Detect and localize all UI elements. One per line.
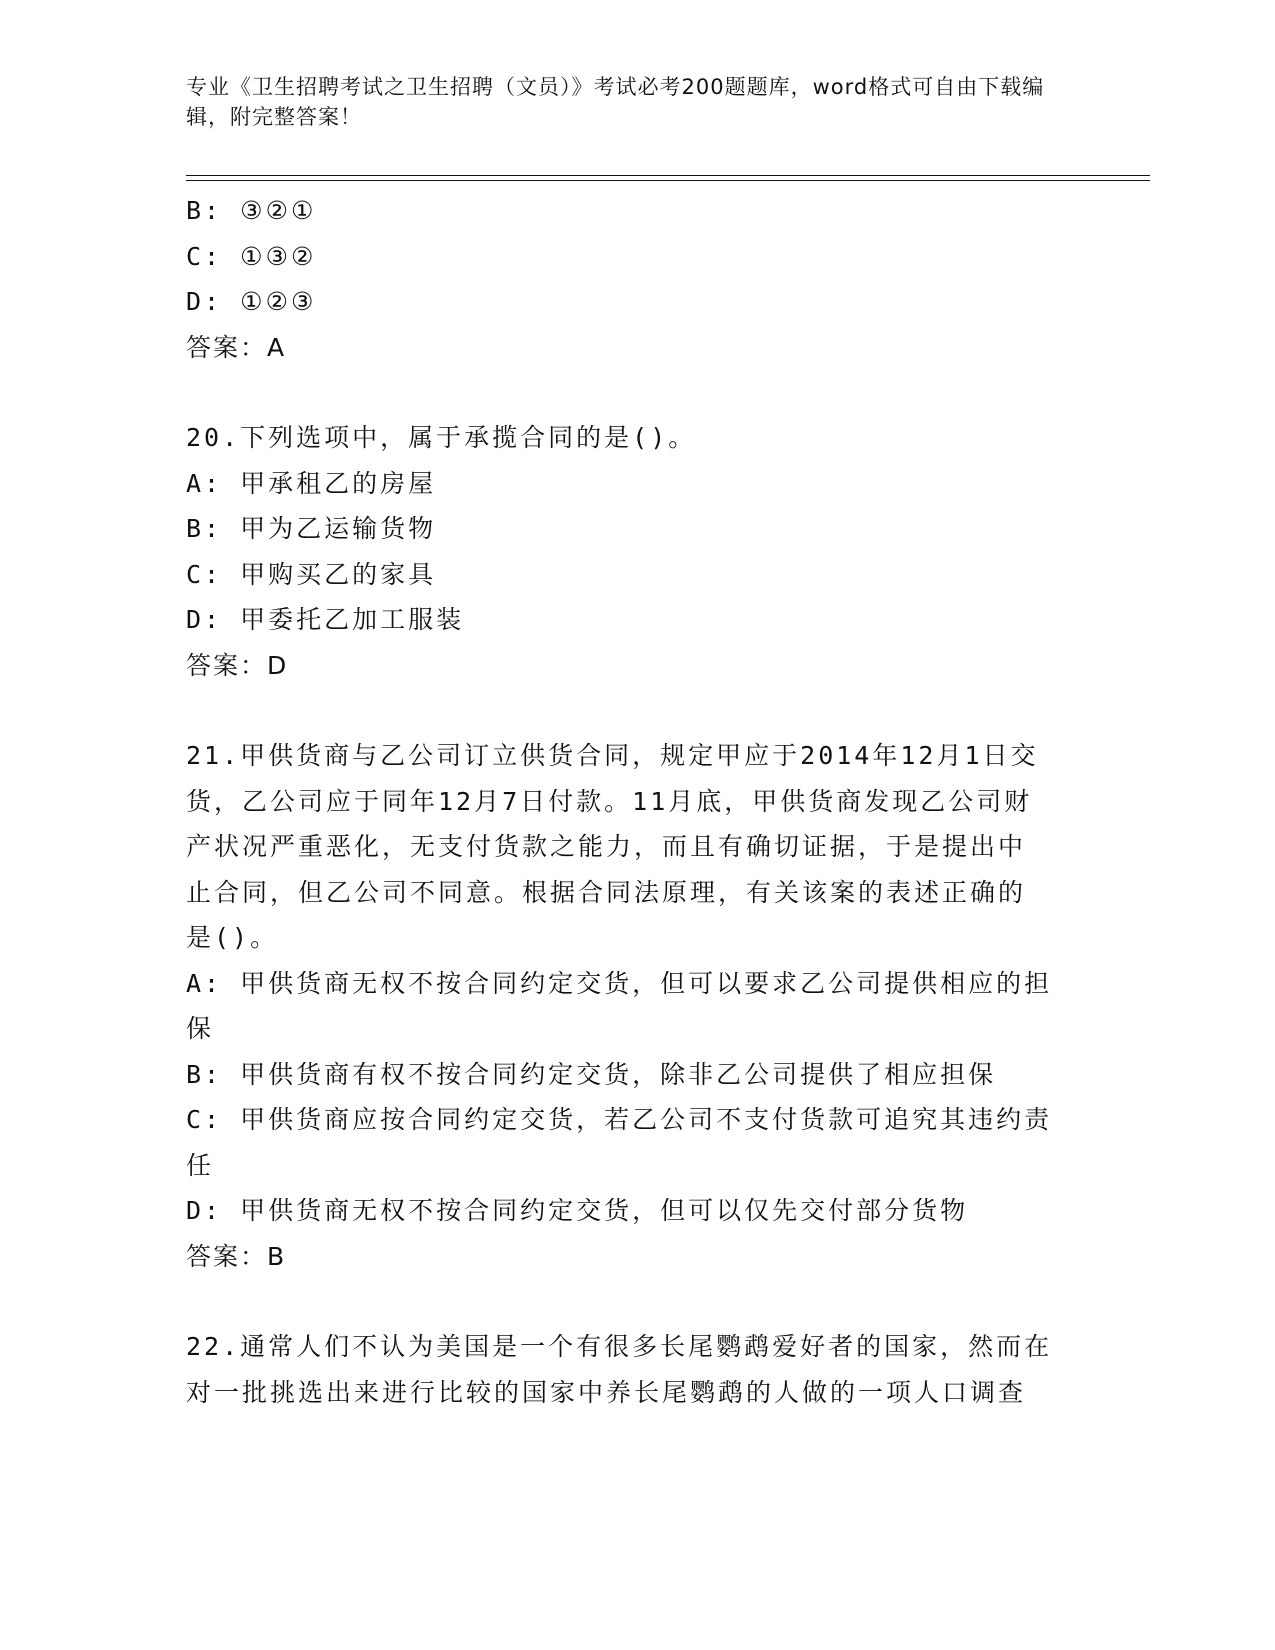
question-text-line: 22.通常人们不认为美国是一个有很多长尾鹦鹉爱好者的国家，然而在 (186, 1332, 1053, 1361)
option-d: D: 甲委托乙加工服装 (186, 605, 465, 634)
question-text-line: 止合同，但乙公司不同意。根据合同法原理，有关该案的表述正确的 (186, 877, 1027, 907)
spacer (186, 1279, 1076, 1324)
option-a-continued: 保 (186, 1014, 215, 1043)
question-19 (186, 188, 1076, 370)
question-text-line: 21.甲供货商与乙公司订立供货合同，规定甲应于2014年12月1日交 (186, 741, 1039, 770)
option-c-continued: 任 (186, 1150, 215, 1180)
question-20 (186, 415, 1076, 688)
option-a: A: 甲承租乙的房屋 (186, 468, 437, 498)
spacer (186, 370, 1076, 415)
option-d: D: ①②③ (186, 287, 317, 316)
option-c: C: ①③② (186, 241, 317, 271)
option-d: D: 甲供货商无权不按合同约定交货，但可以仅先交付部分货物 (186, 1196, 969, 1225)
question-text: 20.下列选项中，属于承揽合同的是()。 (186, 423, 697, 452)
question-text-line: 产状况严重恶化，无支付货款之能力，而且有确切证据，于是提出中 (186, 832, 1027, 861)
document-body (186, 188, 1076, 1415)
question-text-line: 对一批挑选出来进行比较的国家中养长尾鹦鹉的人做的一项人口调查 (186, 1377, 1027, 1407)
option-b: B: 甲供货商有权不按合同约定交货，除非乙公司提供了相应担保 (186, 1059, 997, 1089)
option-c: C: 甲供货商应按合同约定交货，若乙公司不支付货款可追究其违约责 (186, 1105, 1053, 1134)
header-divider-bottom (186, 180, 1150, 181)
option-b: B: 甲为乙运输货物 (186, 514, 437, 543)
header-divider-top (186, 175, 1150, 176)
answer: 答案：D (186, 650, 289, 680)
document-header: 专业《卫生招聘考试之卫生招聘（文员）》考试必考200题题库，word格式可自由下载编辑，附完整答案！ (186, 75, 1045, 129)
question-text-line: 货，乙公司应于同年12月7日付款。11月底，甲供货商发现乙公司财 (186, 786, 1033, 816)
answer: 答案：B (186, 1241, 287, 1271)
option-a: A: 甲供货商无权不按合同约定交货，但可以要求乙公司提供相应的担 (186, 968, 1053, 998)
answer: 答案：A (186, 332, 287, 362)
question-21 (186, 733, 1076, 1279)
spacer (186, 688, 1076, 733)
question-text-line: 是()。 (186, 923, 279, 952)
option-b: B: ③②① (186, 196, 317, 225)
question-22 (186, 1324, 1076, 1415)
option-c: C: 甲购买乙的家具 (186, 559, 437, 589)
